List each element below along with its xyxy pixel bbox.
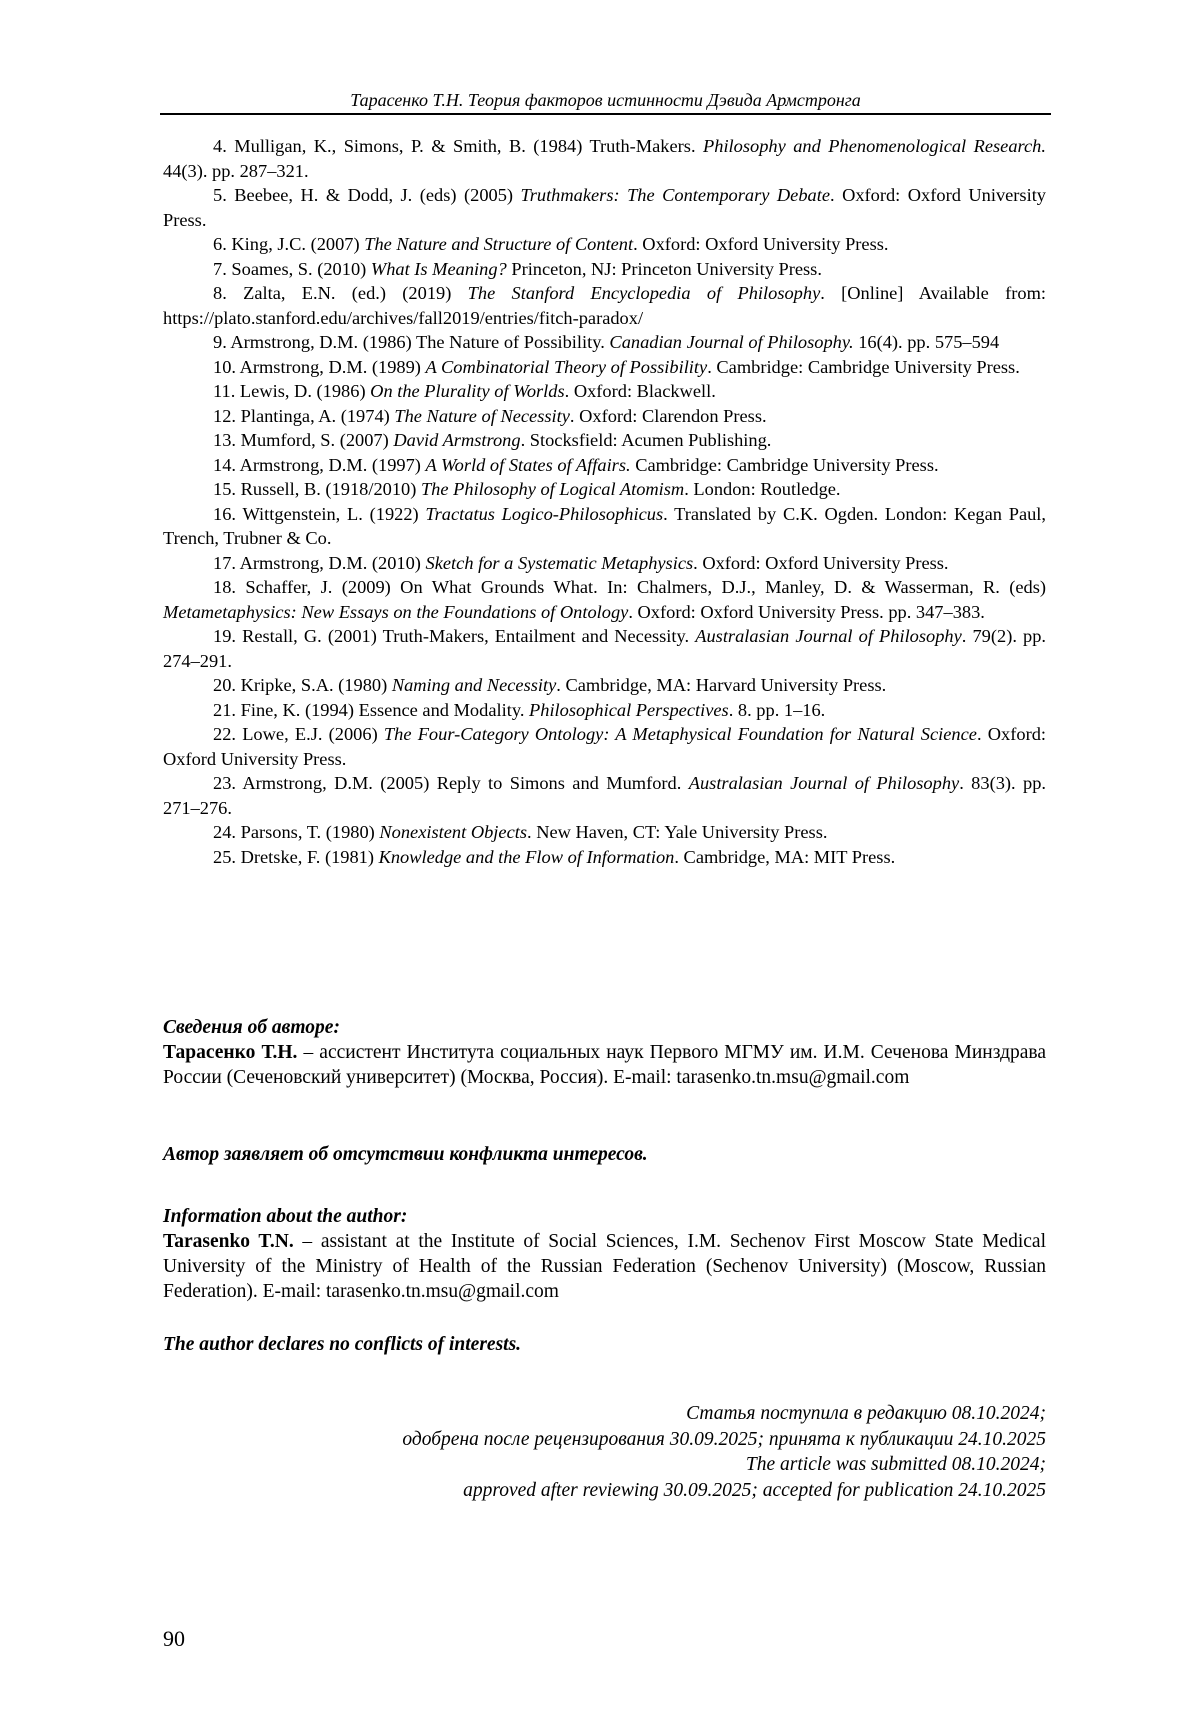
reference-title: Truthmakers: The Contemporary Debate [520,185,830,205]
reference-text: Princeton, NJ: Princeton University Press. [506,258,822,279]
reference-item [163,379,1046,404]
reference-title: Australasian Journal of Philosophy [688,773,960,793]
reference-text: . 83(3). pp. 271–276. [163,773,1046,818]
reference-number: 20. [213,675,236,695]
reference-text: Zalta, E.N. (ed.) (2019) [243,283,468,303]
reference-text: . Oxford: Oxford University Press. pp. 347–383. [628,601,985,622]
author-heading-ru: Сведения об авторе: [163,1017,340,1038]
conflict-text-en: The author declares no conflicts of interests. [163,1334,522,1355]
reference-text: 44(3). pp. 287–321. [163,160,309,181]
reference-title: Philosophy and Phenomenological Research. [703,136,1046,156]
reference-item [163,575,1046,624]
reference-text: . Stocksfield: Acumen Publishing. [520,430,772,450]
reference-title: The Nature and Structure of Content [364,234,634,254]
reference-number: 23. [213,773,236,793]
reference-number: 25. [213,846,236,867]
reference-title: On the Plurality of Worlds [370,381,565,401]
reference-text: . Oxford: Oxford University Press. [633,234,889,254]
reference-number: 12. [213,405,236,426]
reference-text: . Oxford: Oxford University Press. [693,552,949,573]
reference-text: Armstrong, D.M. (2005) Reply to Simons and Mumford. [242,773,689,793]
header-rule [160,113,1051,115]
reference-number: 10. [213,356,236,377]
reference-text: . Translated by C.K. Ogden. London: Kegan Paul, Trench, Trubner & Co. [163,503,1047,548]
reference-item [163,477,1046,502]
reference-text: . Oxford: Oxford University Press. [163,724,1046,769]
author-heading-en: Information about the author: [163,1206,408,1227]
reference-text: . Cambridge, MA: MIT Press. [674,846,896,867]
author-name-ru: Тарасенко Т.Н. [163,1042,298,1063]
reference-number: 7. [213,258,227,279]
reference-number: 4. [213,136,227,156]
reference-number: 9. [213,332,227,352]
reference-text: . [Online] Available from: https://plato.stanford.edu/archives/fall2019/entries/fitch-paradox/ [163,283,1046,328]
reference-text: . 79(2). pp. 274–291. [163,626,1046,671]
reference-text: . Oxford: Clarendon Press. [569,405,767,426]
reference-item [163,673,1046,698]
reference-text: Restall, G. (2001) Truth-Makers, Entailment and Necessity. [242,626,696,646]
reference-item [163,502,1046,551]
reference-item [163,134,1046,183]
reference-title: Sketch for a Systematic Metaphysics [425,552,694,573]
reference-item [163,771,1046,820]
author-name-en: Tarasenko T.N. [163,1231,294,1252]
reference-text: Fine, K. (1994) Essence and Modality. [240,699,530,720]
reference-number: 21. [213,699,236,720]
reference-number: 18. [213,577,236,597]
date-submitted-en: The article was submitted 08.10.2024; [745,1454,1046,1475]
reference-text: . Oxford: Blackwell. [564,381,716,401]
reference-text: Armstrong, D.M. (1989) [239,356,426,377]
reference-title: Metametaphysics: New Essays on the Foundations of Ontology [163,601,629,622]
reference-item [163,453,1046,478]
conflict-text-ru: Автор заявляет об отсутствии конфликта интересов. [163,1144,648,1165]
reference-number: 11. [213,381,236,401]
author-details-en: – assistant at the Institute of Social Sciences, I.M. Sechenov First Moscow State Medical University of the Ministry of Health of the Russian Federation (Sechenov University) (Moscow, Russian Federation). E-mail: tarasenko.tn.msu@gmail.com [163,1231,1046,1302]
reference-title: Canadian Journal of Philosophy. [609,332,854,352]
reference-text: . Oxford: Oxford University Press. [163,185,1046,230]
reference-text: . Cambridge: Cambridge University Press. [707,356,1020,377]
reference-title: A World of States of Affairs. [425,454,631,475]
reference-number: 16. [213,503,236,524]
reference-item [163,404,1046,429]
reference-title: The Four-Category Ontology: A Metaphysical Foundation for Natural Science [383,724,977,744]
reference-text: Plantinga, A. (1974) [240,405,395,426]
submission-dates [163,1401,1046,1503]
conflict-statement-en [163,1332,1046,1357]
reference-title: The Nature of Necessity [394,405,570,426]
reference-number: 5. [213,185,227,205]
reference-list [163,134,1046,869]
reference-number: 6. [213,234,227,254]
running-head: Тарасенко Т.Н. Теория факторов истинности Дэвида Армстронга [350,90,861,110]
reference-item [163,722,1046,771]
reference-number: 8. [213,283,227,303]
reference-text: Armstrong, D.M. (1997) [239,454,426,475]
reference-text: Mulligan, K., Simons, P. & Smith, B. (1984) Truth-Makers. [234,136,704,156]
reference-text: Parsons, T. (1980) [240,822,380,842]
date-approved-en: approved after reviewing 30.09.2025; accepted for publication 24.10.2025 [463,1479,1046,1501]
reference-title: Knowledge and the Flow of Information [378,846,675,867]
reference-title: Australasian Journal of Philosophy [695,626,962,646]
reference-title: The Philosophy of Logical Atomism [420,479,685,499]
reference-text: Armstrong, D.M. (2010) [239,552,426,573]
reference-text: Beebee, H. & Dodd, J. (eds) (2005) [234,185,521,205]
reference-item [163,257,1046,282]
reference-item [163,820,1046,845]
reference-text: . Cambridge, MA: Harvard University Press. [556,675,887,695]
reference-text: Kripke, S.A. (1980) [240,675,392,695]
reference-number: 13. [213,430,236,450]
reference-number: 15. [213,479,236,499]
reference-text: Wittgenstein, L. (1922) [242,503,426,524]
reference-item [163,355,1046,380]
reference-title: Tractatus Logico-Philosophicus [425,503,664,524]
reference-item [163,183,1046,232]
reference-title: Philosophical Perspectives [529,699,729,720]
reference-text: Dretske, F. (1981) [240,846,379,867]
reference-title: Naming and Necessity [391,675,557,695]
reference-text: . London: Routledge. [684,479,841,499]
reference-item [163,330,1046,355]
reference-title: David Armstrong [393,430,521,450]
reference-title: Nonexistent Objects [379,822,527,842]
reference-text: Cambridge: Cambridge University Press. [630,454,939,475]
reference-title: What Is Meaning? [370,258,507,279]
reference-text: Armstrong, D.M. (1986) The Nature of Possibility. [230,332,610,352]
reference-item [163,232,1046,257]
reference-item [163,845,1046,870]
reference-item [163,624,1046,673]
date-submitted-ru: Статья поступила в редакцию 08.10.2024; [686,1403,1046,1424]
reference-item [163,428,1046,453]
reference-title: The Stanford Encyclopedia of Philosophy [467,283,821,303]
reference-number: 17. [213,552,236,573]
author-info-ru [163,1015,1046,1090]
reference-text: . 8. pp. 1–16. [728,699,826,720]
reference-text: Lewis, D. (1986) [239,381,371,401]
reference-text: Soames, S. (2010) [231,258,371,279]
reference-text: King, J.C. (2007) [231,234,365,254]
reference-text: 16(4). pp. 575–594 [853,332,1000,352]
reference-text: . New Haven, CT: Yale University Press. [527,822,828,842]
reference-number: 14. [213,454,236,475]
reference-text: Schaffer, J. (2009) On What Grounds What. In: Chalmers, D.J., Manley, D. & Wasserman, R. (eds) [245,577,1046,597]
reference-text: Lowe, E.J. (2006) [242,724,384,744]
reference-text: Russell, B. (1918/2010) [240,479,421,499]
reference-item [163,698,1046,723]
reference-text: Mumford, S. (2007) [240,430,394,450]
conflict-statement-ru [163,1142,1046,1167]
reference-title: A Combinatorial Theory of Possibility [425,356,708,377]
reference-number: 22. [213,724,236,744]
reference-item [163,551,1046,576]
date-approved-ru: одобрена после рецензирования 30.09.2025; принята к публикации 24.10.2025 [402,1428,1046,1450]
reference-item [163,281,1046,330]
author-details-ru: – ассистент Института социальных наук Первого МГМУ им. И.М. Сеченова Минздрава России (Сеченовский университет) (Москва, Россия). E-mail: tarasenko.tn.msu@gmail.com [163,1042,1046,1088]
reference-number: 19. [213,626,236,646]
author-info-en [163,1204,1046,1304]
page-number: 90 [163,1626,185,1651]
reference-number: 24. [213,822,236,842]
